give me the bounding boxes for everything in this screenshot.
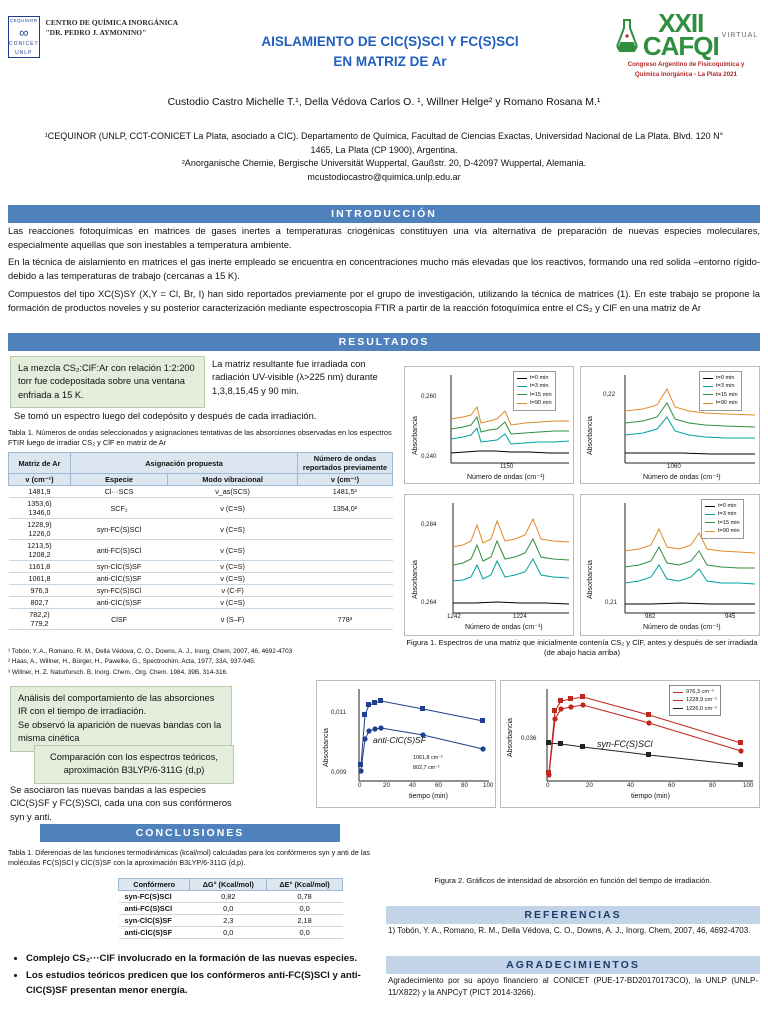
theory-comparison-box: Comparación con los espectros teóricos, aproximación B3LYP/6-311G (d,p) xyxy=(34,745,234,784)
emblem-symbol: ∞ xyxy=(19,24,29,40)
page-title xyxy=(190,32,590,73)
legend-item-3: t=90 min xyxy=(530,400,552,407)
table-row xyxy=(119,903,343,915)
th-prev-wn: ν (cm⁻¹) xyxy=(298,474,393,486)
kinetics-right-ytick-0: 0,036 xyxy=(521,735,537,742)
spectrum-tl-xtick-1: 1150 xyxy=(500,463,514,470)
section-header-resultados: RESULTADOS xyxy=(8,333,760,351)
kinetics-right-xlabel: tiempo (min) xyxy=(631,793,670,800)
cequinor-name: CENTRO DE QUÍMICA INORGÁNICA "DR. PEDRO J. AYMONINO" xyxy=(45,18,178,38)
congress-number: XXII xyxy=(658,8,704,38)
cell-wavenumber: 976,3 xyxy=(9,585,71,597)
kinetics-right-ylabel: Absorbancia xyxy=(507,718,514,757)
footnote-1: ¹ Tobón, Y. A., Romano, R. M., Della Védova, C. O., Downs, A. J., Inorg, Chem, 2007, 46, 4692-4703 xyxy=(8,648,293,655)
spectrum-top-right xyxy=(580,366,760,484)
spectrum-tr-ytick-1: 0,22 xyxy=(603,391,616,398)
kinetics-left-xtick-4: 80 xyxy=(461,782,468,789)
legend-item-1: 1228,9 cm⁻¹ xyxy=(686,697,717,704)
section-header-referencias: REFERENCIAS xyxy=(386,906,760,924)
poster-header xyxy=(0,0,768,182)
results-box-mixture: La mezcla CS₂:ClF:Ar con relación 1:2:200 torr fue codepositada sobre una ventana enfriada a 15 K. xyxy=(10,356,205,408)
kinetics-right-legend xyxy=(669,685,721,716)
th-modo: Modo vibracional xyxy=(168,474,298,486)
section-header-conclusiones: CONCLUSIONES xyxy=(40,824,340,842)
conclusion-bullet-2: • Los estudios teóricos predicen que los confórmeros anti-FC(S)SCl y anti-ClC(S)SF presentan menor energía. xyxy=(26,969,368,998)
cell-wavenumber: 782,2) 779,2 xyxy=(9,609,71,630)
kinetics-left-ytick-0: 0,009 xyxy=(331,769,347,776)
kinetics-right-plot xyxy=(500,680,760,808)
table1-caption: Tabla 1. Números de ondas seleccionados y asignaciones tentativas de las absorciones observadas en los espectros FTIR luego de irradiar CS₂ y ClF en matriz de Ar xyxy=(8,428,392,447)
reference-item-1: 1) Tobón, Y. A., Romano, R. M., Della Védova, C. O., Downs, A. J., Inorg. Chem, 2007, 46, 4692-4703. xyxy=(388,926,751,935)
th-dg: ΔG° (Kcal/mol) xyxy=(190,879,267,891)
cell-especie: ClSF xyxy=(71,609,168,630)
spectrum-tr-xtick-1: 1060 xyxy=(667,463,681,470)
cell-delta-e: 2,18 xyxy=(267,915,343,927)
legend-item-1: t=3 min xyxy=(530,383,549,390)
kinetics-left-ytick-1: 0,011 xyxy=(331,709,347,716)
congress-acronym: CAFQI xyxy=(642,31,719,62)
spectrum-br-xtick-2: 945 xyxy=(725,613,736,620)
author-list: Custodio Castro Michelle T.¹, Della Védova Carlos O. ¹, Willner Helge² y Romano Rosana M.¹ xyxy=(167,96,601,108)
kinetics-right-xtick-2: 40 xyxy=(627,782,634,789)
table-row xyxy=(119,915,343,927)
th-matriz: Matriz de Ar xyxy=(9,453,71,474)
spectrum-tl-legend xyxy=(513,371,556,411)
cell-especie: anti-FC(S)SCl xyxy=(71,540,168,561)
cell-wavenumber: 1213,5) 1208,2 xyxy=(9,540,71,561)
cell-conformero: syn-ClC(S)SF xyxy=(119,915,190,927)
cell-prev xyxy=(298,585,393,597)
th-prev: Número de ondas reportados previamente xyxy=(298,453,393,474)
table-footnotes xyxy=(8,647,398,678)
spectrum-bottom-right xyxy=(580,494,760,636)
affiliations xyxy=(40,130,728,184)
acknowledgements-text: Agradecimiento por su apoyo financiero al CONICET (PUE-17-BD20170173CO), la UNLP (UNLP-11/X822) y la ANPCyT (PICT 2014-3266). xyxy=(388,976,758,997)
cafqi-logo xyxy=(610,8,762,80)
cell-especie: anti-ClC(S)SF xyxy=(71,573,168,585)
kinetics-right-xtick-0: 0 xyxy=(546,782,550,789)
kinetics-left-xtick-1: 20 xyxy=(383,782,390,789)
legend-item-1: t=3 min xyxy=(716,383,735,390)
legend-item-3: t=90 min xyxy=(716,400,738,407)
kinetics-right-xtick-5: 100 xyxy=(743,782,754,789)
conclusion-bullets xyxy=(8,952,368,1001)
spectrum-bl-xtick-1: 1242 xyxy=(447,613,461,620)
th-asignacion: Asignación propuesta xyxy=(71,453,298,474)
conclusion-bullet-1: • Complejo CS₂···ClF involucrado en la formación de las nuevas especies. xyxy=(26,952,368,966)
affiliation-1: ¹CEQUINOR (UNLP, CCT-CONICET La Plata, asociado a CIC). Departamento de Química, Facultad de Ciencias Exactas, Universidad Nacional de La Plata. Blvd. 120 N° 1465, La Plata (CP 1900), Argentina. xyxy=(44,131,724,155)
results-note-spectra: Se tomó un espectro luego del codepósito y después de cada irradiación. xyxy=(14,411,317,421)
table-row xyxy=(9,585,393,597)
kinetics-left-xtick-2: 40 xyxy=(409,782,416,789)
table-header-row xyxy=(9,453,393,474)
table-row xyxy=(9,573,393,585)
spectrum-tl-xlabel: Número de ondas (cm⁻¹) xyxy=(467,474,545,481)
section-header-agradecimientos: AGRADECIMIENTOS xyxy=(386,956,760,974)
intro-paragraph-3: Compuestos del tipo XC(S)SY (X,Y = Cl, Br, I) han sido reportados previamente por el grupo de investigación, utilizando la técnica de matrices (1). En este trabajo se propone la formación de productos noveles y su posterior caracterización mediante espectroscopia FTIR a partir de la reacción fotoquímica entre el CS₂ y ClF en una matriz de Ar xyxy=(8,288,760,313)
title-line-2: EN MATRIZ DE Ar xyxy=(333,54,447,70)
section-header-introduccion: INTRODUCCIÓN xyxy=(8,205,760,223)
spectrum-bottom-left xyxy=(404,494,574,636)
cell-especie: Cl···SCS xyxy=(71,486,168,498)
cell-especie: anti-ClC(S)SF xyxy=(71,597,168,609)
table-row xyxy=(9,597,393,609)
thermo-table-caption: Tabla 1. Diferencias de las funciones termodinámicas (kcal/mol) calculadas para los confórmeros syn y anti de las moléculas FC(S)SCl y ClC(S)SF con la aproximación B3LYP/6-311G (d,p). xyxy=(8,848,370,868)
intro-paragraph-1: Las reacciones fotoquímicas en matrices de gases inertes a temperaturas criogénicas constituyen una vía alternativa de preparación de nuevas especies moleculares, especialmente aquellas que son inestables a temperatura ambiente. xyxy=(8,225,760,250)
th-wn: ν (cm⁻¹) xyxy=(9,474,71,486)
table-row xyxy=(119,927,343,939)
spectrum-tr-legend xyxy=(699,371,742,411)
cell-prev: 1481,5¹ xyxy=(298,486,393,498)
assignment-conclusion: Se asociaron las nuevas bandas a las especies ClC(S)SF y FC(S)SCl, cada una con sus confórmeros syn y anti. xyxy=(10,785,232,822)
cell-delta-g: 0,0 xyxy=(190,903,267,915)
congress-subtitle-1: Congreso Argentino de Fisicoquímica y xyxy=(627,60,745,68)
legend-item-0: t=0 min xyxy=(530,375,549,381)
cell-wavenumber: 1061,8 xyxy=(9,573,71,585)
cell-especie: syn-FC(S)SCl xyxy=(71,519,168,540)
emblem-top-label: CEQUINOR xyxy=(10,18,38,23)
table-row xyxy=(9,540,393,561)
kinetics-left-plot xyxy=(316,680,496,808)
cell-prev xyxy=(298,540,393,561)
spectrum-tl-ytick-2: 0,260 xyxy=(421,393,437,400)
legend-item-2: 1226,0 cm⁻¹ xyxy=(686,705,717,712)
table-row xyxy=(9,609,393,630)
legend-item-2: t=15 min xyxy=(716,391,738,398)
legend-item-2: t=15 min xyxy=(718,519,740,526)
affiliation-2: ²Anorganische Chemie, Bergische Universität Wuppertal, Gaußstr. 20, D-42097 Wuppertal, Alemania. xyxy=(181,158,587,168)
conicet-unlp-emblem xyxy=(8,16,40,58)
table-row xyxy=(9,486,393,498)
legend-item-0: t=0 min xyxy=(716,375,735,381)
footnote-3: ³ Willner, H. Z. Naturforsch. B, Inorg. Chem., Org. Chem. 1984, 39B, 314-316. xyxy=(8,668,228,676)
table-subheader-row xyxy=(9,474,393,486)
cell-wavenumber: 1228,9) 1226,0 xyxy=(9,519,71,540)
cell-prev xyxy=(298,519,393,540)
legend-item-0: t=0 min xyxy=(718,503,737,509)
cell-delta-g: 0,0 xyxy=(190,927,267,939)
kinetics-left-xtick-0: 0 xyxy=(358,782,362,789)
th-conformero: Confórmero xyxy=(119,879,190,891)
figure2-caption: Figura 2. Gráficos de intensidad de absorción en función del tiempo de irradiación. xyxy=(434,876,712,885)
kinetics-left-xlabel: tiempo (min) xyxy=(409,793,448,800)
cell-conformero: anti-FC(S)SCl xyxy=(119,903,190,915)
spectrum-tl-ytick-1: 0,240 xyxy=(421,453,437,460)
emblem-conicet-label: CONICET xyxy=(9,41,39,48)
cell-prev xyxy=(298,561,393,573)
spectrum-bl-ylabel: Absorbancia xyxy=(412,560,419,599)
cell-wavenumber: 802,7 xyxy=(9,597,71,609)
spectrum-bl-ytick-1: 0,264 xyxy=(421,599,437,606)
cell-modo: ν (C=S) xyxy=(168,561,298,573)
cell-modo: ν (C=S) xyxy=(168,498,298,519)
cell-prev: 778³ xyxy=(298,609,393,630)
cell-delta-g: 2,3 xyxy=(190,915,267,927)
kinetics-left-xtick-5: 100 xyxy=(483,782,494,789)
congress-subtitle-2: Química Inorgánica - La Plata 2021 xyxy=(634,71,738,79)
cell-modo: ν (C-F) xyxy=(168,585,298,597)
analysis-line-2: Se observó la aparición de nuevas bandas con la misma cinética xyxy=(18,719,222,744)
cell-delta-e: 0,0 xyxy=(267,903,343,915)
cell-prev xyxy=(298,597,393,609)
kinetics-right-xtick-3: 60 xyxy=(668,782,675,789)
kinetics-left-ylabel: Absorbancia xyxy=(323,728,330,767)
spectrum-br-xtick-1: 982 xyxy=(645,613,656,620)
table-row xyxy=(9,498,393,519)
table-wavenumbers xyxy=(8,452,393,630)
intro-paragraph-2: En la técnica de aislamiento en matrices el gas inerte empleado se encuentra en concentraciones mucho más elevadas que los reactivos, formando una red solida –entorno rígido- debido a las temperaturas de trabajo (cercanas a 15 K). xyxy=(8,256,760,281)
kinetics-right-title: syn-FC(S)SCl xyxy=(597,739,653,749)
table-thermo xyxy=(118,878,343,939)
figure1-caption: Figura 1. Espectros de una matriz que inicialmente contenía CS₂ y ClF, antes y después de ser irradiada (de abajo hacia arriba) xyxy=(406,638,758,658)
th-especie: Especie xyxy=(71,474,168,486)
spectrum-tr-xlabel: Número de ondas (cm⁻¹) xyxy=(643,474,721,481)
kinetics-right-xtick-4: 80 xyxy=(709,782,716,789)
cell-delta-e: 0,78 xyxy=(267,891,343,903)
cell-conformero: syn-FC(S)SCl xyxy=(119,891,190,903)
th-de: ΔE° (Kcal/mol) xyxy=(267,879,343,891)
virtual-label: VIRTUAL xyxy=(721,31,759,39)
cell-wavenumber: 1481,9 xyxy=(9,486,71,498)
title-line-1: AISLAMIENTO DE ClC(S)SCl Y FC(S)SCl xyxy=(261,34,519,49)
cell-delta-g: 0,82 xyxy=(190,891,267,903)
table-row xyxy=(119,891,343,903)
analysis-box xyxy=(10,686,232,752)
cell-modo: ν (C=S) xyxy=(168,597,298,609)
spectrum-bl-ytick-2: 0,284 xyxy=(421,521,437,528)
cell-wavenumber: 1353,6) 1346,0 xyxy=(9,498,71,519)
kinetics-left-label-2: 802,7 cm⁻¹ xyxy=(413,765,440,771)
legend-item-1: t=3 min xyxy=(718,511,737,518)
spectrum-br-legend xyxy=(701,499,744,539)
analysis-line-1: Análisis del comportamiento de las absorciones IR con el tiempo de irradiación. xyxy=(18,693,215,717)
legend-item-2: t=15 min xyxy=(530,391,552,398)
table-row xyxy=(9,519,393,540)
cell-modo: ν (C=S) xyxy=(168,519,298,540)
cell-prev xyxy=(298,573,393,585)
spectrum-br-xlabel: Número de ondas (cm⁻¹) xyxy=(643,624,721,631)
cell-especie: syn-ClC(S)SF xyxy=(71,561,168,573)
cell-prev: 1354,0² xyxy=(298,498,393,519)
cell-especie: SCF₂ xyxy=(71,498,168,519)
flask-icon xyxy=(614,18,640,52)
cell-delta-e: 0,0 xyxy=(267,927,343,939)
cequinor-logo xyxy=(8,16,178,58)
contact-email: mcustodiocastro@quimica.unlp.edu.ar xyxy=(307,171,461,182)
kinetics-left-title: anti-ClC(S)SF xyxy=(373,735,426,745)
spectrum-br-ytick-1: 0,21 xyxy=(605,599,618,606)
thermo-header-row xyxy=(119,879,343,891)
footnote-2: ² Haas, A., Willner, H., Bürger, H., Pawelke, G., Spectrochim. Acta, 1977, 33A, 937-945. xyxy=(8,658,256,666)
kinetics-left-label-1: 1061,8 cm⁻¹ xyxy=(413,755,443,761)
spectrum-bl-xlabel: Número de ondas (cm⁻¹) xyxy=(465,624,543,631)
cell-modo: ν_as(SCS) xyxy=(168,486,298,498)
legend-item-3: t=90 min xyxy=(718,528,740,535)
kinetics-left-xtick-3: 60 xyxy=(435,782,442,789)
spectrum-bl-xtick-2: 1224 xyxy=(513,613,527,620)
table-row xyxy=(9,561,393,573)
spectrum-top-left xyxy=(404,366,574,484)
spectrum-tl-ylabel: Absorbancia xyxy=(412,416,419,455)
cell-modo: ν (C=S) xyxy=(168,573,298,585)
spectrum-tr-ylabel: Absorbancia xyxy=(587,416,594,455)
cell-conformero: anti-ClC(S)SF xyxy=(119,927,190,939)
cell-modo: ν (C=S) xyxy=(168,540,298,561)
legend-item-0: 976,3 cm⁻¹ xyxy=(686,689,714,695)
kinetics-right-xtick-1: 20 xyxy=(586,782,593,789)
spectrum-br-ylabel: Absorbancia xyxy=(587,560,594,599)
emblem-unlp-label: UNLP xyxy=(15,49,33,56)
cell-modo: ν (S–F) xyxy=(168,609,298,630)
cell-especie: syn-FC(S)SCl xyxy=(71,585,168,597)
cell-wavenumber: 1161,8 xyxy=(9,561,71,573)
results-box-irradiation: La matriz resultante fue irradiada con radiación UV-visible (λ>225 nm) durante 1,3,8,15,45 y 90 min. xyxy=(212,359,378,396)
